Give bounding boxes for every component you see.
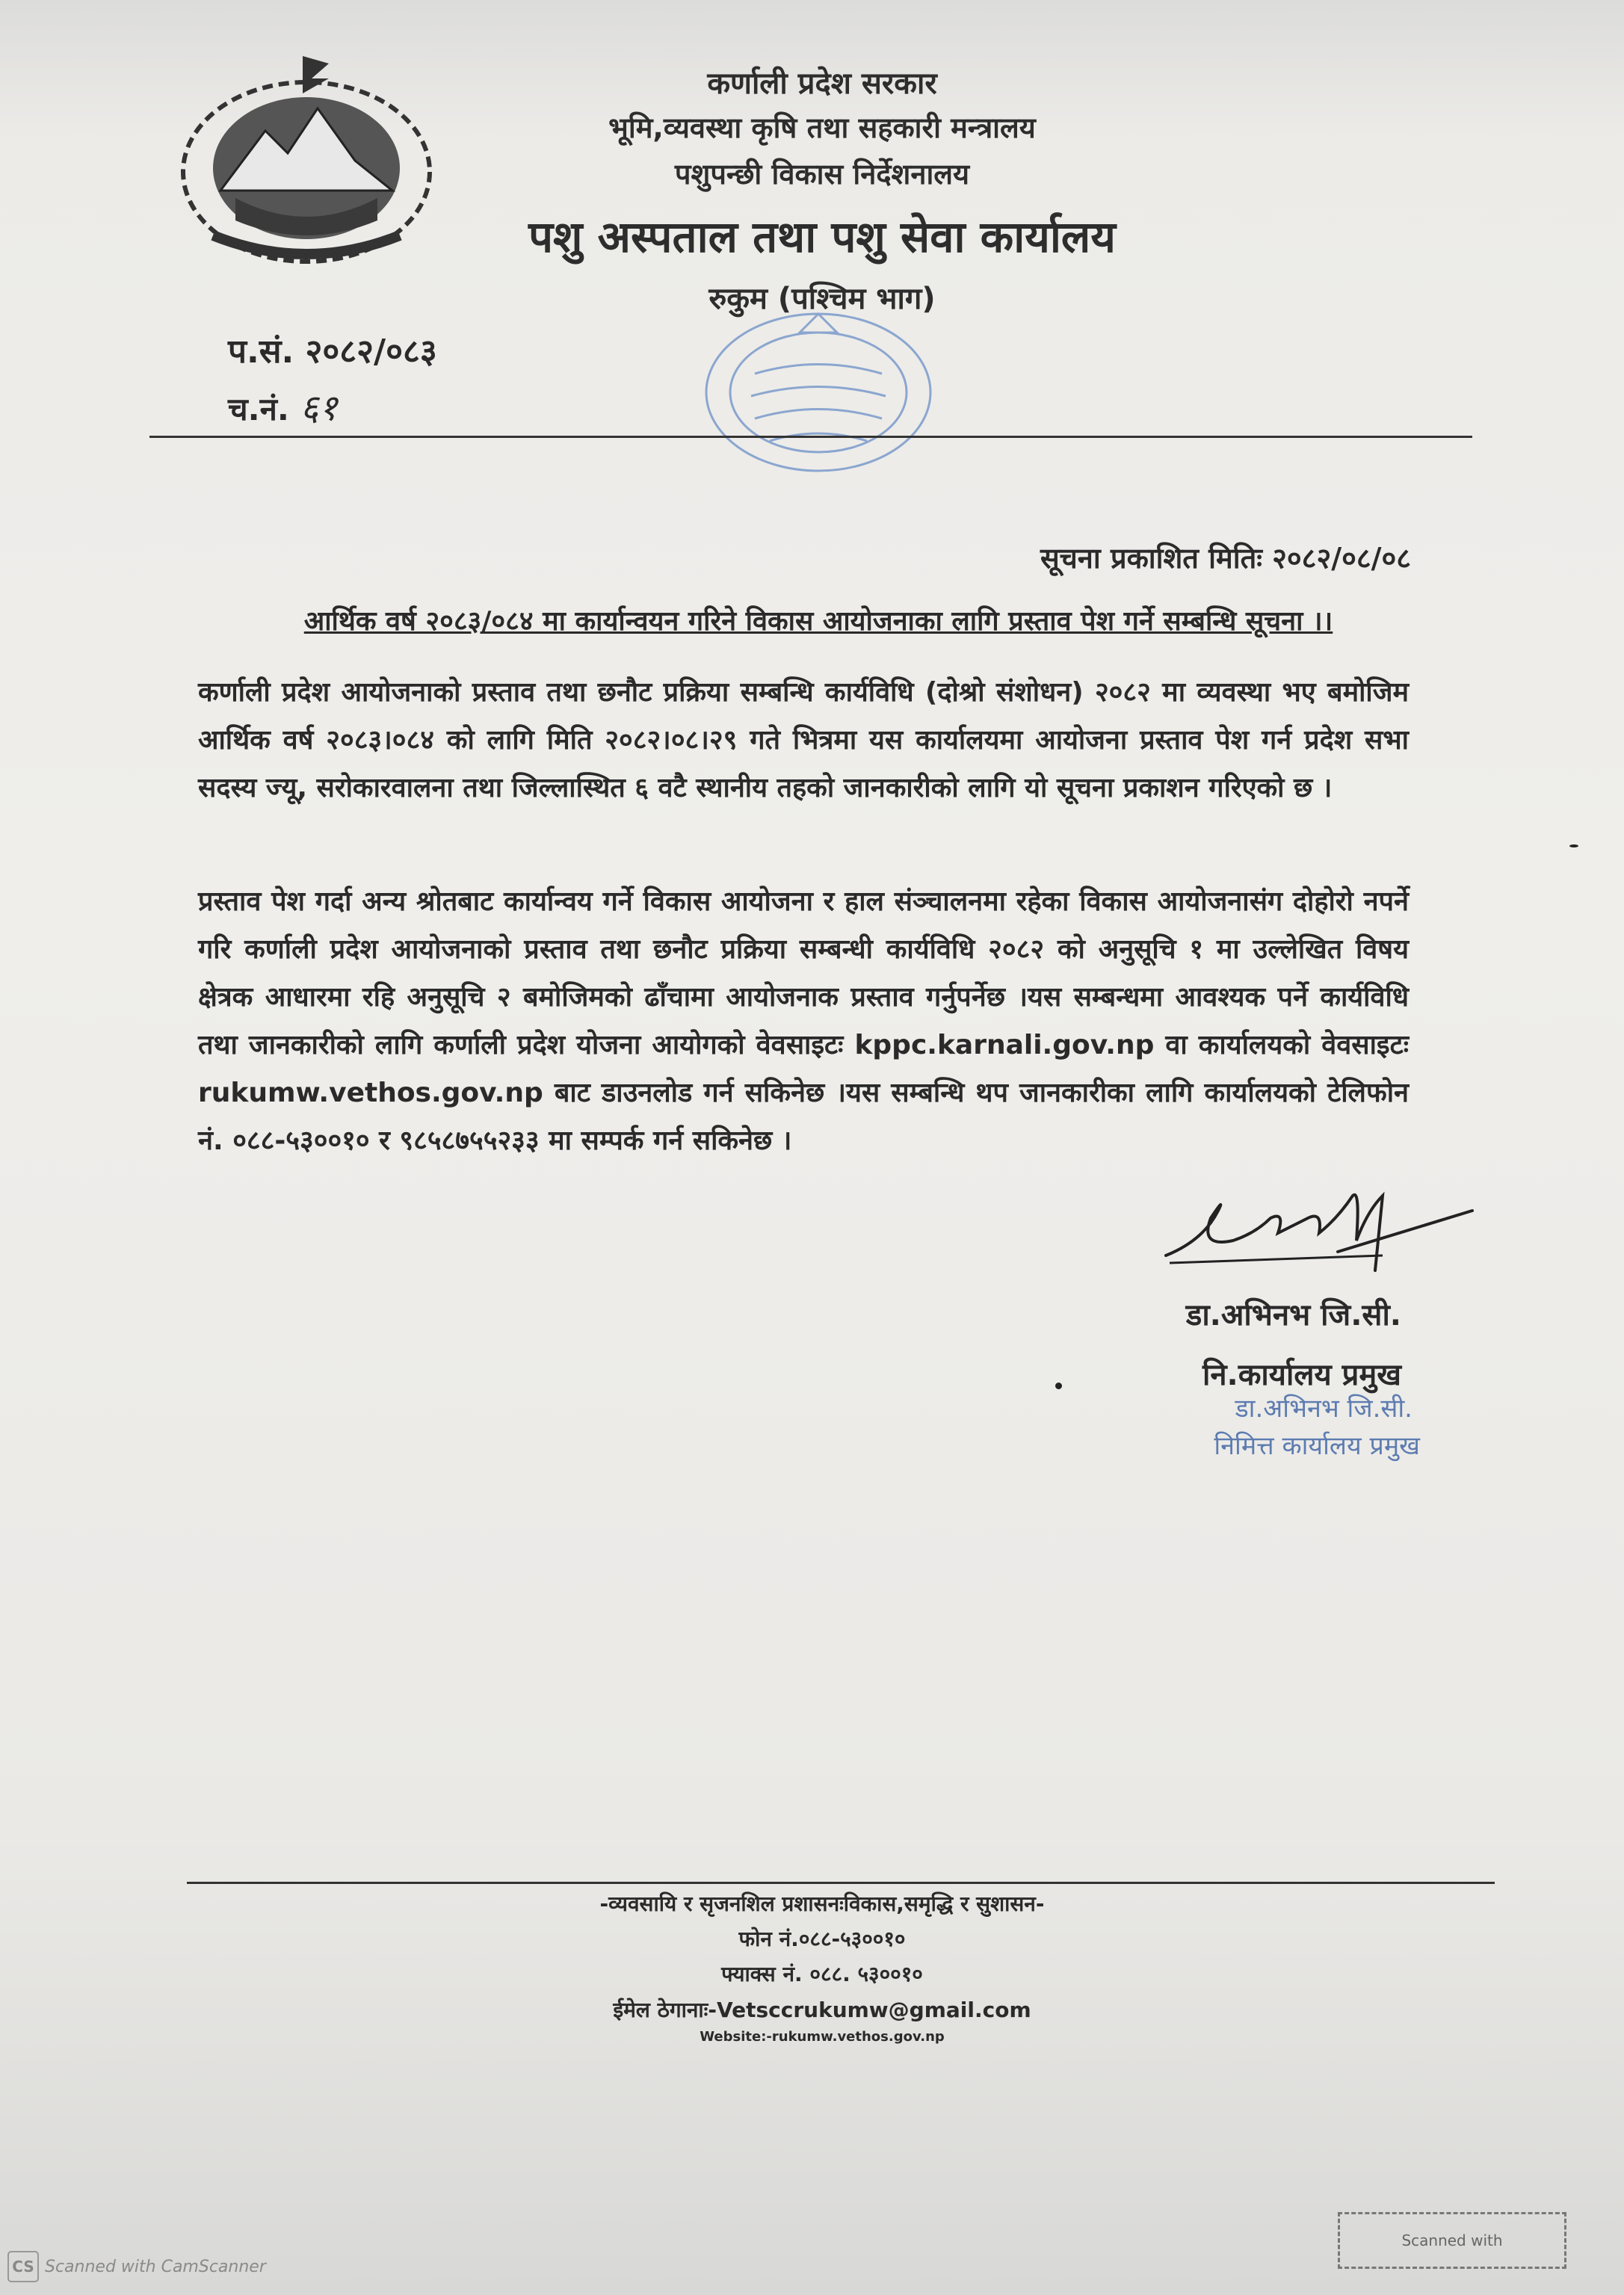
office-location: रुकुम (पश्चिम भाग) bbox=[708, 282, 936, 316]
camscanner-watermark-text: Scanned with CamScanner bbox=[45, 2257, 266, 2276]
footer-email: ईमेल ठेगानाः-Vetsccrukumw@gmail.com bbox=[613, 1998, 1031, 2022]
nepal-emblem-logo bbox=[168, 49, 445, 273]
header-divider bbox=[149, 436, 1472, 438]
ink-speck bbox=[1055, 1383, 1062, 1389]
camscanner-logo-icon: CS bbox=[7, 2251, 39, 2282]
signatory-name: डा.अभिनभ जि.सी. bbox=[1185, 1298, 1401, 1332]
footer-phone: फोन नं.०८८-५३००१० bbox=[738, 1927, 906, 1951]
notice-paragraph-2: प्रस्ताव पेश गर्दा अन्य श्रोतबाट कार्यान्वय गर्ने विकास आयोजना र हाल संञ्चालनमा रहेका विकास आयोजनासंग दोहोरो नपर्ने गरि कर्णाली प्रदेश आयोजनाको प्रस्ताव तथा छनौट प्रक्रिया सम्बन्धी कार्यविधि २०८२ को अनुसूचि १ मा उल्लेखित विषय क्षेत्रक आधारमा रहि अनुसूचि २ बमोजिमको ढाँचामा आयोजनाक प्रस्ताव गर्नुपर्नेछ ।यस सम्बन्धमा आवश्यक पर्ने कार्यविधि तथा जानकारीको लागि कर्णाली प्रदेश योजना आयोगको वेवसाइटः kppc.karnali.gov.np वा कार्यालयको वेवसाइटः rukumw.vethos.gov.np बाट डाउनलोड गर्न सकिनेछ ।यस सम्बन्धि थप जानकारीका लागि कार्यालयको टेलिफोन नं. ०८८-५३००१० र ९८५८७५५२३३ मा सम्पर्क गर्न सकिनेछ । bbox=[198, 886, 1409, 1156]
handwritten-signature bbox=[1158, 1166, 1480, 1293]
dispatch-number-label: च.नं. bbox=[228, 391, 289, 427]
notice-published-date: सूचना प्रकाशित मितिः २०८२/०८/०८ bbox=[1040, 542, 1411, 575]
letter-reference-number: प.सं. २०८२/०८३ bbox=[228, 333, 437, 371]
signatory-stamp-name: डा.अभिनभ जि.सी. bbox=[1235, 1394, 1412, 1424]
ink-speck bbox=[1569, 844, 1578, 847]
scanner-corner-watermark: Scanned with bbox=[1338, 2212, 1566, 2269]
dispatch-number-handwritten: ६१ bbox=[300, 387, 338, 429]
signatory-designation: नि.कार्यालय प्रमुख bbox=[1202, 1358, 1401, 1392]
office-name: पशु अस्पताल तथा पशु सेवा कार्यालय bbox=[528, 211, 1116, 262]
camscanner-watermark bbox=[7, 2251, 266, 2282]
office-seal-stamp bbox=[688, 303, 949, 486]
government-name: कर्णाली प्रदेश सरकार bbox=[707, 67, 937, 101]
notice-paragraph-1: कर्णाली प्रदेश आयोजनाको प्रस्ताव तथा छनौट प्रक्रिया सम्बन्धि कार्यविधि (दोश्रो संशोधन) २०८२ मा व्यवस्था भए बमोजिम आर्थिक वर्ष २०८३।०८४ को लागि मिति २०८२।०८।२९ गते भित्रमा यस कार्यालयमा आयोजना प्रस्ताव पेश गर्न प्रदेश सभा सदस्य ज्यू, सरोकारवालना तथा जिल्लास्थित ६ वटै स्थानीय तहको जानकारीको लागि यो सूचना प्रकाशन गरिएको छ । bbox=[198, 677, 1409, 803]
directorate-name: पशुपन्छी विकास निर्देशनालय bbox=[674, 158, 970, 191]
dispatch-number bbox=[228, 383, 337, 431]
signatory-stamp-designation: निमित्त कार्यालय प्रमुख bbox=[1214, 1431, 1420, 1461]
footer-fax: फ्याक्स नं. ०८८. ५३००१० bbox=[721, 1962, 923, 1986]
footer-divider bbox=[187, 1882, 1495, 1884]
footer-motto: -व्यवसायि र सृजनशिल प्रशासनःविकास,समृद्धि र सुशासन- bbox=[599, 1891, 1045, 1916]
notice-subject: आर्थिक वर्ष २०८३/०८४ मा कार्यान्वयन गरिने विकास आयोजनाका लागि प्रस्ताव पेश गर्ने सम्बन्धि सूचना ।। bbox=[303, 606, 1333, 637]
footer-website: Website:-rukumw.vethos.gov.np bbox=[700, 2029, 945, 2045]
ministry-name: भूमि,व्यवस्था कृषि तथा सहकारी मन्त्रालय bbox=[608, 111, 1036, 144]
